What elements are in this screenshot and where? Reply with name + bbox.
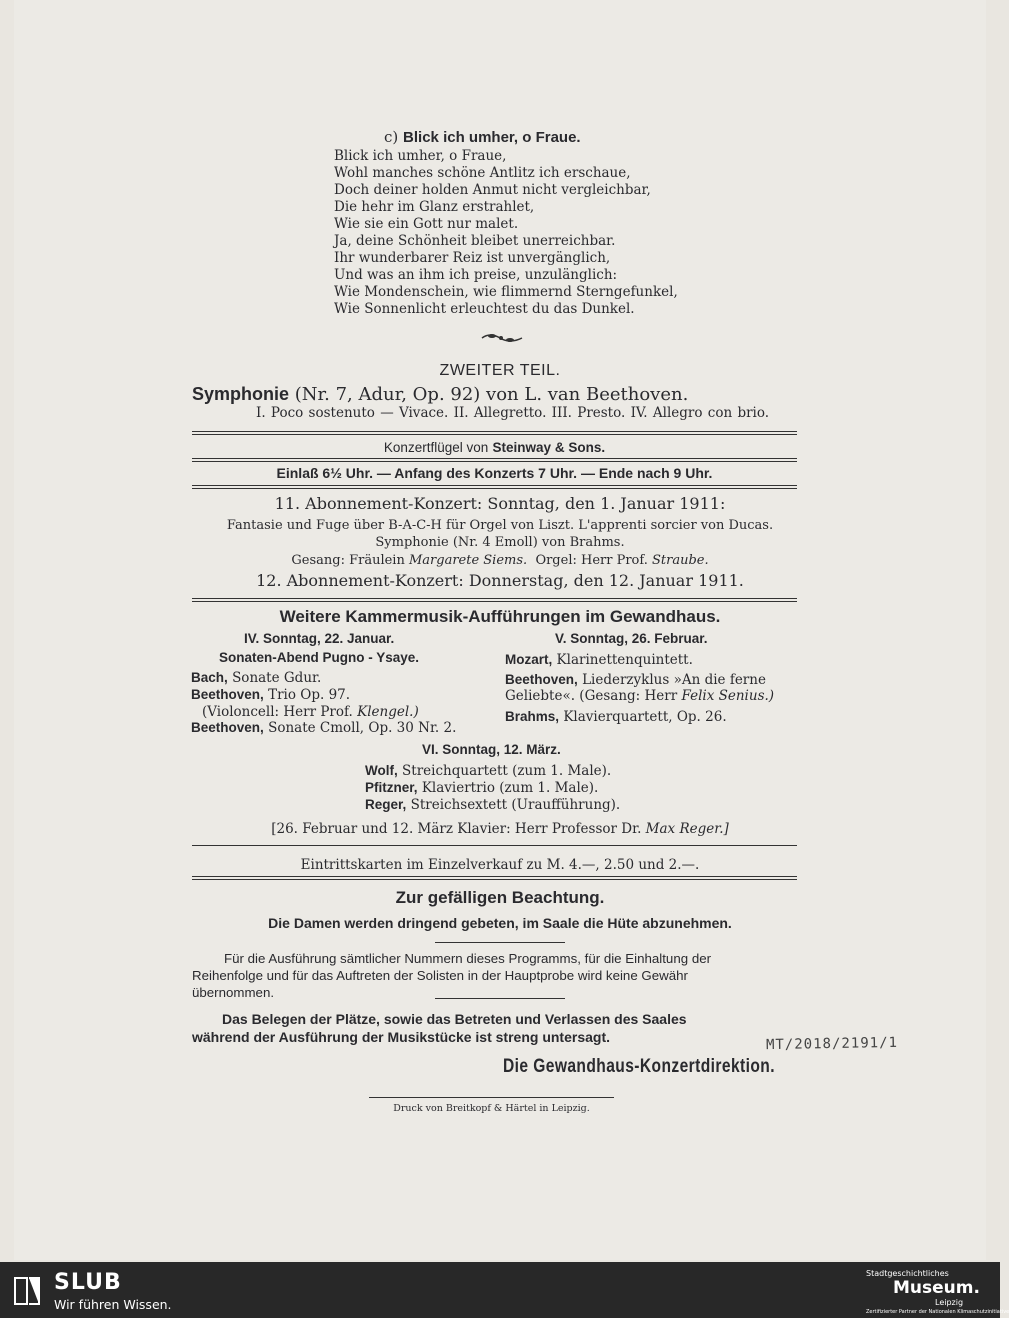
concert-v-item (505, 672, 766, 688)
work: Sonate Gdur. (232, 670, 322, 686)
slub-tagline: Wir führen Wissen. (54, 1297, 172, 1312)
concert-vi-item (365, 797, 620, 813)
song-heading-prefix: c) (384, 128, 399, 146)
lyric-line: Doch deiner holden Anmut nicht vergleichbar, (334, 182, 651, 198)
piano-prefix: Konzertflügel von (383, 440, 489, 455)
lyric-line: Blick ich umher, o Fraue, (334, 148, 507, 164)
work: Streichsextett (Uraufführung). (410, 797, 621, 813)
organist-name: Straube. (652, 553, 709, 568)
klavier-text: [26. Februar und 12. März Klavier: Herr Professor Dr. (271, 821, 642, 837)
archive-footer (0, 1262, 1009, 1318)
work: Klavierquartett, Op. 26. (563, 709, 727, 725)
concert-vi-date: VI. Sonntag, 12. März. (422, 742, 561, 757)
slub-logo-icon (12, 1274, 42, 1308)
paragraph-line: Reihenfolge und für das Auftreten der Solisten in der Hauptprobe wird keine Gewähr (192, 968, 688, 983)
ticket-prices: Eintrittskarten im Einzelverkauf zu M. 4.—, 2.50 und 2.—. (300, 857, 700, 873)
singer-name: Felix Senius.) (681, 688, 775, 704)
klavier-note (14, 821, 986, 837)
song-lyrics (334, 148, 678, 318)
composer: Wolf, (365, 763, 398, 778)
concert-11-program-1: Fantasie und Fuge über B-A-C-H für Orgel von Liszt. L'apprenti sorcier von Ducas. (226, 518, 774, 533)
work: Liederzyklus »An die ferne (582, 672, 766, 688)
museum-city: Leipzig (935, 1298, 964, 1307)
divider (192, 485, 797, 489)
orgel-label: Orgel: Herr Prof. (535, 553, 648, 568)
museum-top: Stadtgeschichtliches (866, 1269, 949, 1278)
concert-11-soloists (14, 553, 986, 568)
museum-name[interactable]: Museum. (893, 1278, 980, 1298)
concert-iv-item (191, 720, 456, 736)
concert-12-title: 12. Abonnement-Konzert: Donnerstag, den 12. Januar 1911. (256, 571, 744, 590)
work: Klaviertrio (zum 1. Male). (421, 780, 599, 796)
lyric-line: Wie Mondenschein, wie flimmernd Sterngefunkel, (334, 284, 678, 300)
signature: Die Gewandhaus-Konzertdirektion. (503, 1056, 775, 1077)
composer: Bach, (191, 670, 228, 685)
paragraph-line: während der Ausführung der Musikstücke ist streng untersagt. (192, 1029, 610, 1045)
short-divider (435, 942, 565, 943)
gesang-label: Gesang: Fräulein (291, 553, 405, 568)
paragraph-line: Für die Ausführung sämtlicher Nummern dieses Programms, für die Einhaltung der (224, 951, 712, 966)
cellist-name: Klengel.) (357, 704, 419, 720)
work: Sonate Cmoll, Op. 30 Nr. 2. (268, 720, 457, 736)
concert-times: Einlaß 6½ Uhr. — Anfang des Konzerts 7 Uhr. — Ende nach 9 Uhr. (276, 465, 713, 481)
divider (192, 431, 797, 435)
song-heading-title: Blick ich umher, o Fraue. (403, 129, 581, 146)
short-divider (435, 998, 565, 999)
paragraph-line: Das Belegen der Plätze, sowie das Betreten und Verlassen des Saales (222, 1011, 687, 1027)
museum-note: Zertifizierter Partner der Nationalen Klimaschutzinitiative (866, 1309, 1009, 1315)
concert-v-item-cont (505, 688, 774, 704)
concert-vi-item (365, 763, 611, 779)
pianist-name: Max Reger.] (645, 821, 729, 837)
hats-notice: Die Damen werden dringend gebeten, im Saale die Hüte abzunehmen. (268, 915, 732, 931)
work-cont: Geliebte«. (Gesang: Herr (505, 688, 678, 704)
program-page (14, 0, 986, 1260)
composer: Beethoven, (505, 672, 578, 687)
movements: I. Poco sostenuto — Vivace. II. Allegretto. III. Presto. IV. Allegro con brio. (256, 405, 770, 421)
concert-iv-item (191, 687, 350, 703)
symphony-line (192, 384, 688, 405)
composer: Beethoven, (191, 687, 264, 702)
divider (192, 458, 797, 462)
piano-note (192, 440, 797, 456)
concert-iv-date: IV. Sonntag, 22. Januar. (244, 631, 395, 646)
work: Trio Op. 97. (268, 687, 351, 703)
lyric-line: Die hehr im Glanz erstrahlet, (334, 199, 535, 215)
lyric-line: Wie sie ein Gott nur malet. (334, 216, 519, 232)
symphony-label: Symphonie (192, 384, 290, 404)
note-text: (Violoncell: Herr Prof. (202, 704, 353, 720)
composer: Beethoven, (191, 720, 264, 735)
concert-v-item (505, 652, 693, 668)
divider (192, 876, 797, 880)
song-heading (384, 128, 581, 146)
divider (192, 845, 797, 846)
concert-v-item (505, 709, 727, 725)
singer-name: Margarete Siems. (408, 553, 528, 568)
seating-paragraph (192, 1010, 687, 1046)
concert-iv-subtitle: Sonaten-Abend Pugno - Ysaye. (219, 650, 420, 665)
ornament-icon (480, 330, 524, 346)
piano-brand: Steinway & Sons. (492, 440, 606, 455)
composer: Brahms, (505, 709, 560, 724)
lyric-line: Wohl manches schöne Antlitz ich erschaue, (334, 165, 631, 181)
concert-v-date: V. Sonntag, 26. Februar. (555, 631, 708, 646)
concert-iv-note (202, 704, 419, 720)
divider (192, 598, 797, 602)
composer: Mozart, (505, 652, 553, 667)
concert-vi-item (365, 780, 598, 796)
concert-11-program-2: Symphonie (Nr. 4 Emoll) von Brahms. (375, 535, 625, 550)
printer-imprint: Druck von Breitkopf & Härtel in Leipzig. (393, 1103, 590, 1114)
shelfmark: MT/2018/2191/1 (765, 1034, 899, 1054)
notice-title: Zur gefälligen Beachtung. (395, 888, 605, 907)
lyric-line: Ihr wunderbarer Reiz ist unvergänglich, (334, 250, 611, 266)
concert-11-title: 11. Abonnement-Konzert: Sonntag, den 1. Januar 1911: (274, 494, 726, 513)
printer-rule (369, 1097, 614, 1098)
composer: Reger, (365, 797, 407, 812)
chamber-title: Weitere Kammermusik-Aufführungen im Gewandhaus. (279, 607, 721, 626)
lyric-line: Und was an ihm ich preise, unzulänglich: (334, 267, 618, 283)
paragraph-line: übernommen. (192, 985, 275, 1000)
work: Streichquartett (zum 1. Male). (402, 763, 612, 779)
composer: Pfitzner, (365, 780, 418, 795)
concert-iv-item (191, 670, 321, 686)
symphony-details: (Nr. 7, Adur, Op. 92) von L. van Beethoven. (294, 384, 689, 405)
lyric-line: Ja, deine Schönheit bleibet unerreichbar. (334, 233, 616, 249)
slub-name[interactable]: SLUB (54, 1270, 122, 1295)
liability-paragraph (192, 950, 711, 1001)
part-title: ZWEITER TEIL. (439, 362, 561, 379)
lyric-line: Wie Sonnenlicht erleuchtest du das Dunkel. (334, 301, 635, 317)
work: Klarinettenquintett. (556, 652, 693, 668)
